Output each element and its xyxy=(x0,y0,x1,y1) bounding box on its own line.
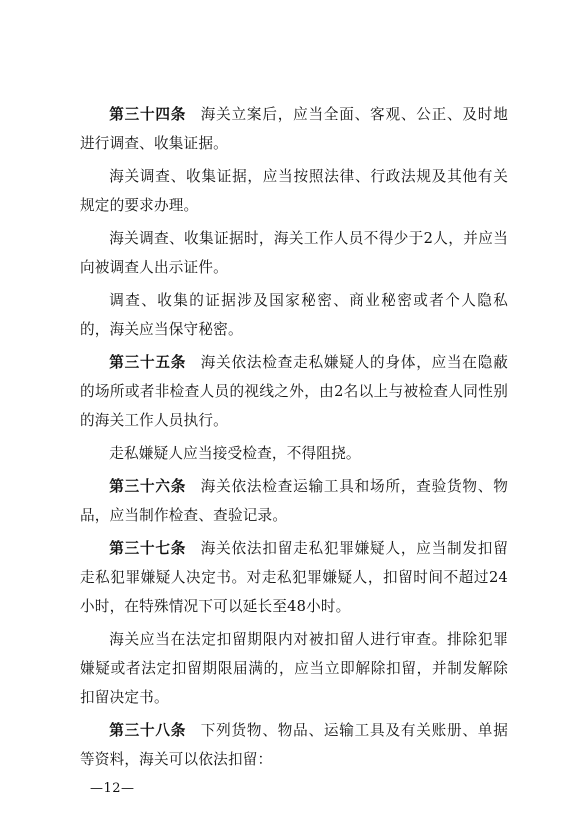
article-number: 第三十四条 xyxy=(109,106,187,123)
paragraph-article-36 xyxy=(80,472,508,530)
paragraph xyxy=(80,224,508,282)
article-number: 第三十八条 xyxy=(109,722,187,739)
paragraph-text: 海关立案后，应当全面、客观、公正、及时地进行调查、收集证据。 xyxy=(80,106,508,152)
paragraph-text: 海关调查、收集证据时，海关工作人员不得少于2人，并应当向被调查人出示证件。 xyxy=(80,230,508,276)
paragraph xyxy=(80,286,508,344)
paragraph-text: 走私嫌疑人应当接受检查，不得阻挠。 xyxy=(109,445,361,462)
paragraph-article-38 xyxy=(80,716,508,774)
paragraph-article-35 xyxy=(80,348,508,435)
paragraph-article-34 xyxy=(80,100,508,158)
paragraph xyxy=(80,625,508,712)
article-number: 第三十五条 xyxy=(109,354,187,371)
document-body xyxy=(80,100,508,778)
paragraph-text: 下列货物、物品、运输工具及有关账册、单据等资料，海关可以依法扣留： xyxy=(80,722,508,768)
paragraph xyxy=(80,162,508,220)
paragraph-text: 海关依法检查运输工具和场所，查验货物、物品，应当制作检查、查验记录。 xyxy=(80,478,508,524)
paragraph-text: 海关调查、收集证据，应当按照法律、行政法规及其他有关规定的要求办理。 xyxy=(80,168,508,214)
paragraph-article-37 xyxy=(80,534,508,621)
page-number: —12— xyxy=(90,781,135,796)
article-number: 第三十七条 xyxy=(109,540,187,557)
article-number: 第三十六条 xyxy=(109,478,187,495)
paragraph-text: 海关依法检查走私嫌疑人的身体，应当在隐蔽的场所或者非检查人员的视线之外，由2名以上与被检查人同性别的海关工作人员执行。 xyxy=(80,354,508,429)
paragraph-text: 海关应当在法定扣留期限内对被扣留人进行审查。排除犯罪嫌疑或者法定扣留期限届满的，应当立即解除扣留，并制发解除扣留决定书。 xyxy=(80,631,508,706)
paragraph-text: 海关依法扣留走私犯罪嫌疑人，应当制发扣留走私犯罪嫌疑人决定书。对走私犯罪嫌疑人，扣留时间不超过24小时，在特殊情况下可以延长至48小时。 xyxy=(80,540,508,615)
paragraph xyxy=(80,439,508,468)
paragraph-text: 调查、收集的证据涉及国家秘密、商业秘密或者个人隐私的，海关应当保守秘密。 xyxy=(80,292,508,338)
